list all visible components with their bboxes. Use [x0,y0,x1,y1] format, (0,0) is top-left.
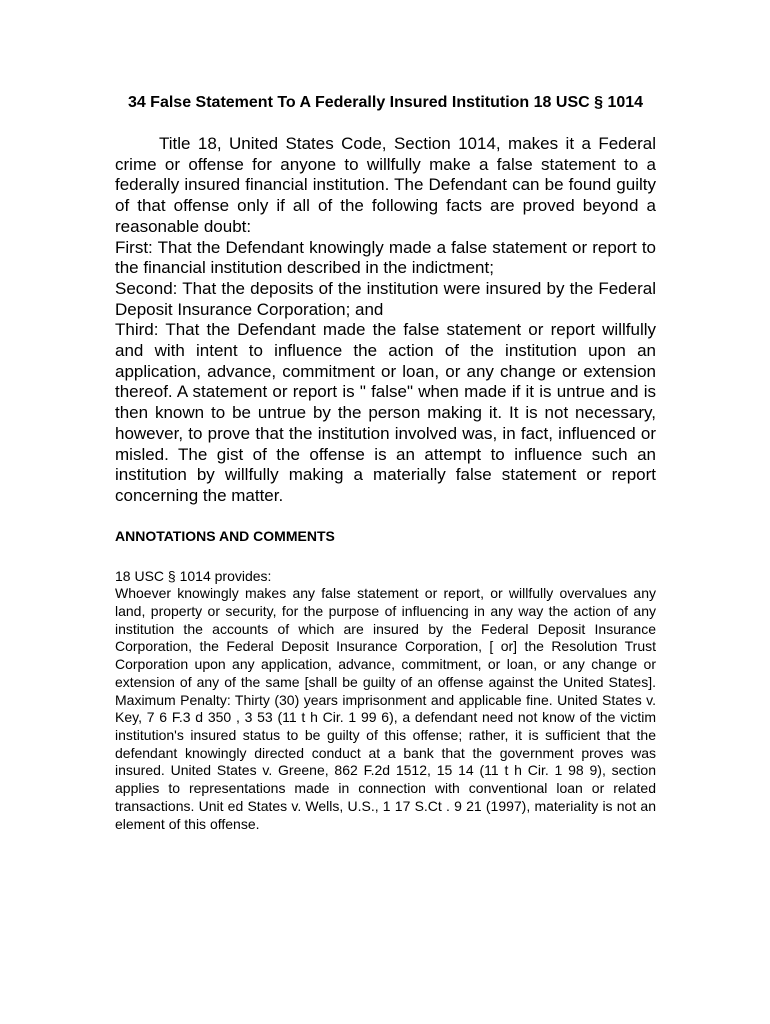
document-page [115,93,656,833]
element-second: Second: That the deposits of the institution were insured by the Federal Deposit Insurance Corporation; and [115,278,656,319]
annotation-text: Whoever knowingly makes any false statement or report, or willfully overvalues any land, property or security, for the purpose of influencing in any way the action of any institution the accounts of which are insured by the Federal Deposit Insurance Corporation, the Federal Deposit Insurance Corporation, [ or] the Resolution Trust Corporation upon any application, advance, commitment, or loan, or any change or extension of any of the same [shall be guilty of an offense against the United States]. Maximum Penalty: Thirty (30) years imprisonment and applicable fine. United States v. Key, 7 6 F.3 d 350 , 3 53 (11 t h Cir. 1 99 6), a defendant need not know of the victim institution's insured status to be guilty of this offense; rather, it is sufficient that the defendant knowingly directed conduct at a bank that the government proves was insured. United States v. Greene, 862 F.2d 1512, 15 14 (11 t h Cir. 1 98 9), section applies to representations made in connection with conventional loan or related transactions. Unit ed States v. Wells, U.S., 1 17 S.Ct . 9 21 (1997), materiality is not an element of this offense. [115,585,656,832]
annotations-heading: ANNOTATIONS AND COMMENTS [115,527,335,544]
element-third: Third: That the Defendant made the false statement or report willfully and with intent to influence the action of the institution upon an application, advance, commitment or loan, or any change or extension thereof. A statement or report is " false" when made if it is untrue and is then known to be untrue by the person making it. It is not necessary, however, to prove that the institution involved was, in fact, influenced or misled. The gist of the offense is an attempt to influence such an institution by willfully making a materially false statement or report concerning the matter. [115,320,656,505]
intro-paragraph: Title 18, United States Code, Section 1014, makes it a Federal crime or offense for anyone to willfully make a false statement to a federally insured financial institution. The Defendant can be found guilty of that offense only if all of the following facts are proved beyond a reasonable doubt: [115,134,656,236]
element-first: First: That the Defendant knowingly made a false statement or report to the financial institution described in the indictment; [115,237,656,278]
document-title: 34 False Statement To A Federally Insured Institution 18 USC § 1014 [127,94,644,111]
statute-provides-label: 18 USC § 1014 provides: [115,567,272,584]
